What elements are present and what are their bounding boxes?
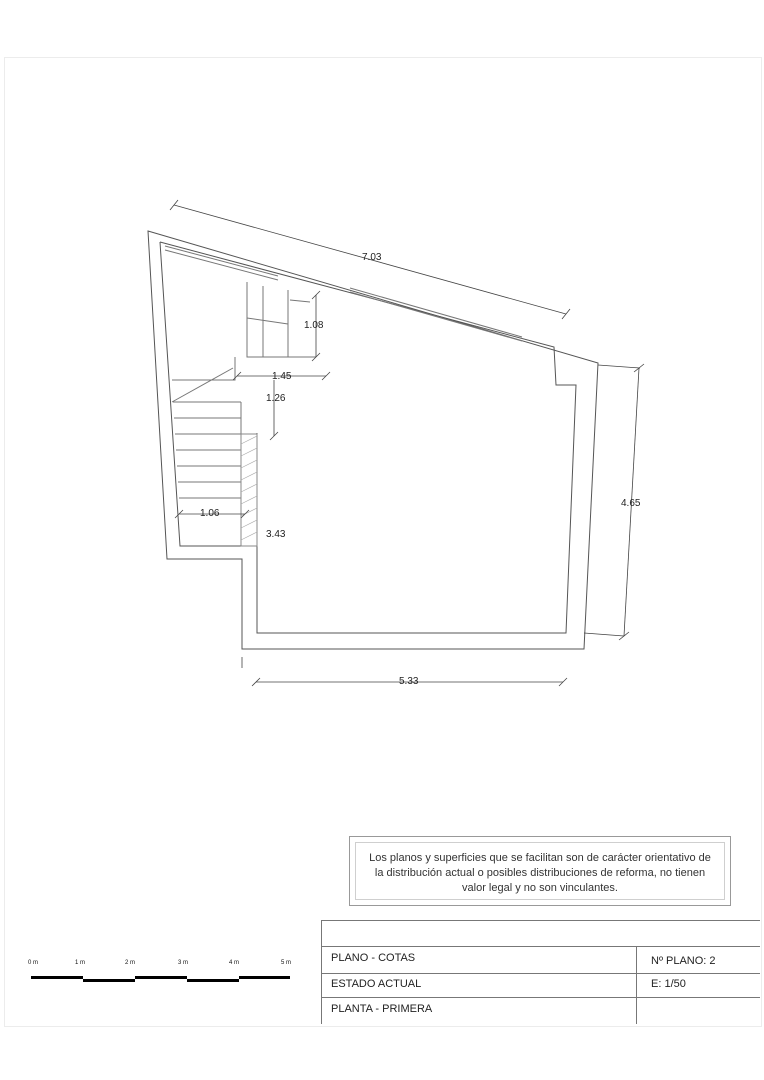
scale-label: 3 m	[178, 960, 189, 966]
window-left	[165, 246, 278, 276]
scale-segment	[239, 976, 290, 979]
hatched-railing	[241, 434, 257, 546]
scale-label: 5 m	[281, 960, 292, 966]
disclaimer-line: valor legal y no son vinculantes.	[462, 882, 618, 894]
plan-state: ESTADO ACTUAL	[331, 978, 422, 990]
scale-segment	[187, 979, 239, 982]
scale-label: 2 m	[125, 960, 136, 966]
outer-wall	[148, 231, 598, 649]
dim-label-top: 7.03	[362, 252, 382, 263]
plan-number: Nº PLANO: 2	[651, 955, 716, 967]
scale-segment	[135, 976, 187, 979]
dim-label-stair-width: 1.45	[272, 371, 292, 382]
scale-segment	[31, 976, 83, 979]
dim-label-left-inner: 3.43	[266, 529, 286, 540]
inner-wall	[160, 242, 576, 633]
dim-label-landing: 1.26	[266, 393, 286, 404]
scale-label: 1 m	[75, 960, 86, 966]
scale-label: 0 m	[28, 960, 39, 966]
disclaimer-line: la distribución actual o posibles distribuciones de reforma, no tienen	[374, 867, 706, 879]
disclaimer-text	[355, 842, 725, 900]
inner-wall-left	[160, 242, 243, 546]
scale-segment	[83, 979, 135, 982]
dim-label-stair-depth: 1.08	[304, 320, 324, 331]
dim-label-right: 4.65	[621, 498, 641, 509]
stair-diagonal	[172, 368, 233, 402]
window-right	[350, 288, 522, 337]
disclaimer-box	[349, 836, 731, 906]
dim-label-bottom: 5.33	[399, 676, 419, 687]
plan-scale: E: 1/50	[651, 978, 686, 990]
scale-label: 4 m	[229, 960, 240, 966]
disclaimer-line: Los planos y superficies que se facilitan son de carácter orientativo de	[369, 852, 711, 864]
plan-floor: PLANTA - PRIMERA	[331, 1003, 433, 1015]
plan-title: PLANO - COTAS	[331, 952, 416, 964]
dim-label-stair-run: 1.06	[200, 508, 220, 519]
